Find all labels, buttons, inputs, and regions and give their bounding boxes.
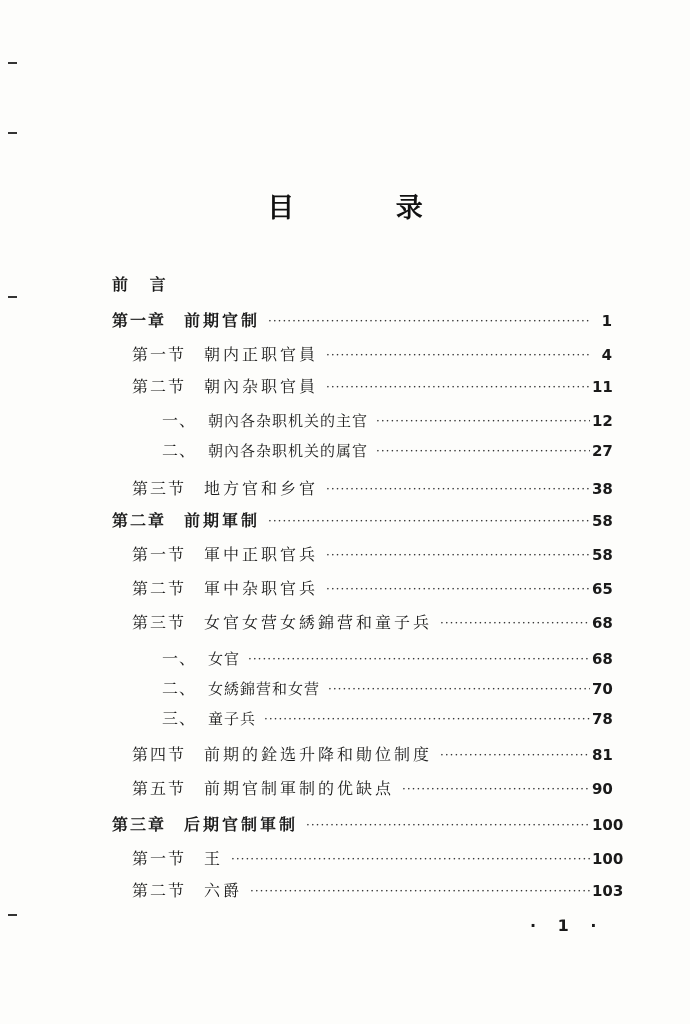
- entry-label: 一、: [162, 649, 197, 668]
- entry-label: 第二节: [132, 881, 187, 900]
- leader-dots: [248, 648, 590, 670]
- toc-entry[interactable]: [132, 880, 624, 902]
- toc-entry[interactable]: [162, 678, 612, 700]
- leader-dots: [402, 778, 590, 800]
- entry-page: 90: [592, 780, 613, 798]
- entry-label: 第一章: [112, 311, 167, 330]
- entry-title: 朝內各杂职机关的属官: [208, 442, 369, 460]
- entry-page: 70: [592, 680, 613, 698]
- entry-title: 前期軍制: [184, 511, 261, 530]
- entry-label: 第三章: [112, 815, 167, 834]
- toc-entry[interactable]: [132, 848, 624, 870]
- entry-label: 第二节: [132, 377, 187, 396]
- toc-entry[interactable]: [162, 648, 612, 670]
- entry-page: 103: [592, 882, 624, 900]
- toc-entry[interactable]: [132, 544, 612, 566]
- toc-entry[interactable]: [132, 744, 612, 766]
- entry-page: 68: [592, 650, 613, 668]
- entry-title: 王: [204, 849, 224, 868]
- entry-page: 58: [592, 512, 613, 530]
- entry-label: 第二节: [132, 579, 187, 598]
- entry-label: 第一节: [132, 849, 187, 868]
- leader-dots: [326, 376, 590, 398]
- leader-dots: [268, 310, 590, 332]
- leader-dots: [440, 612, 590, 634]
- entry-page: 11: [592, 378, 613, 396]
- entry-label: 三、: [162, 709, 197, 728]
- entry-page: 68: [592, 614, 613, 632]
- entry-title: 朝內各杂职机关的主官: [208, 412, 369, 430]
- entry-label: 第一节: [132, 545, 187, 564]
- toc-entry[interactable]: [112, 510, 612, 532]
- entry-label: 第四节: [132, 745, 187, 764]
- leader-dots: [264, 708, 590, 730]
- entry-label: 第三节: [132, 479, 187, 498]
- entry-page: 58: [592, 546, 613, 564]
- entry-title: 女官: [208, 650, 241, 668]
- leader-dots: [268, 510, 590, 532]
- entry-label: 二、: [162, 679, 197, 698]
- leader-dots: [376, 440, 590, 462]
- entry-title: 后期官制軍制: [184, 815, 299, 834]
- entry-title: 前期官制軍制的优缺点: [204, 779, 395, 798]
- entry-title: 童子兵: [208, 710, 257, 728]
- toc-entry[interactable]: [132, 612, 612, 634]
- toc-entry[interactable]: [132, 376, 612, 398]
- entry-page: 100: [592, 850, 624, 868]
- entry-title: 女綉錦营和女营: [208, 680, 321, 698]
- entry-page: 65: [592, 580, 613, 598]
- entry-title: 女官女营女綉錦营和童子兵: [204, 613, 433, 632]
- toc-entry[interactable]: [162, 440, 612, 462]
- toc-entry[interactable]: [132, 578, 612, 600]
- entry-title: 朝内正职官員: [204, 345, 319, 364]
- entry-title: 軍中杂职官兵: [204, 579, 319, 598]
- leader-dots: [326, 578, 590, 600]
- toc-entry[interactable]: [162, 708, 612, 730]
- leader-dots: [326, 478, 590, 500]
- leader-dots: [328, 678, 590, 700]
- entry-title: 軍中正职官兵: [204, 545, 319, 564]
- toc-entry[interactable]: [132, 478, 612, 500]
- toc-preface[interactable]: [112, 274, 174, 296]
- entry-label: 第一节: [132, 345, 187, 364]
- leader-dots: [250, 880, 590, 902]
- page-title: 目 录: [267, 193, 469, 224]
- entry-page: 1: [601, 312, 612, 330]
- entry-page: 27: [592, 442, 613, 460]
- entry-page: 4: [601, 346, 612, 364]
- entry-label: 第五节: [132, 779, 187, 798]
- toc-entry[interactable]: [132, 344, 612, 366]
- entry-page: 78: [592, 710, 613, 728]
- toc-entry[interactable]: [112, 310, 612, 332]
- entry-title: 前期的銓选升降和勛位制度: [204, 745, 433, 764]
- entry-title: 六爵: [204, 881, 243, 900]
- entry-page: 38: [592, 480, 613, 498]
- entry-title: 地方官和乡官: [204, 479, 319, 498]
- entry-title: 朝內杂职官員: [204, 377, 319, 396]
- entry-page: 12: [592, 412, 613, 430]
- entry-label: 第二章: [112, 511, 167, 530]
- entry-title: 前期官制: [184, 311, 261, 330]
- entry-label: 一、: [162, 411, 197, 430]
- toc-entry[interactable]: [132, 778, 612, 800]
- leader-dots: [326, 344, 590, 366]
- leader-dots: [231, 848, 590, 870]
- entry-label: 第三节: [132, 613, 187, 632]
- leader-dots: [306, 814, 590, 836]
- leader-dots: [326, 544, 590, 566]
- entry-page: 100: [592, 816, 624, 834]
- entry-page: 81: [592, 746, 613, 764]
- entry-label: 二、: [162, 441, 197, 460]
- leader-dots: [440, 744, 590, 766]
- toc-entry[interactable]: [162, 410, 612, 432]
- preface-label: 前 言: [112, 275, 174, 294]
- page-number: · 1 ·: [530, 916, 605, 935]
- toc-entry[interactable]: [112, 814, 624, 836]
- leader-dots: [376, 410, 590, 432]
